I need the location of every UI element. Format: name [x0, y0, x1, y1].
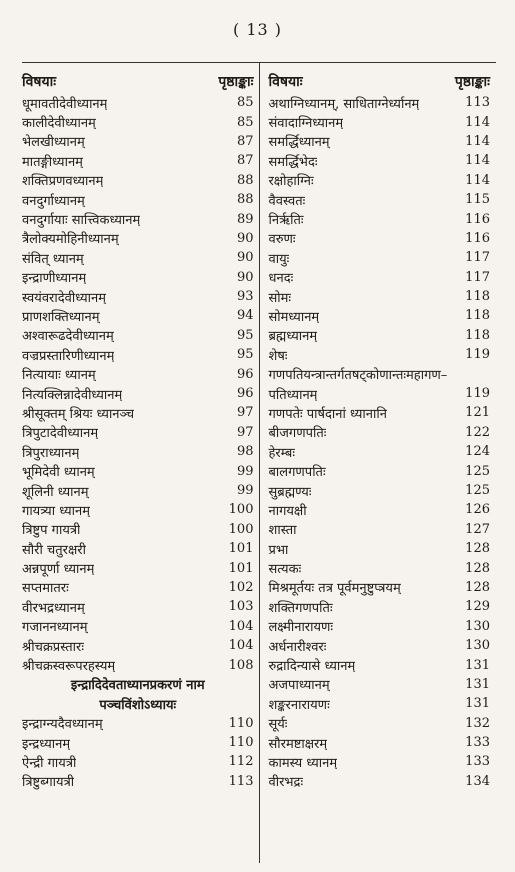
- toc-entry: [268, 93, 496, 112]
- entry-page: 85: [236, 95, 254, 111]
- toc-entry: [268, 112, 496, 131]
- entry-title: रुद्रादिन्यासे ध्यानम्: [268, 659, 356, 675]
- entry-page: 87: [236, 133, 254, 149]
- toc-entry: [22, 132, 259, 151]
- entry-page: 133: [465, 754, 490, 770]
- entry-page: 128: [465, 560, 490, 576]
- toc-entry: [268, 655, 496, 674]
- toc-entry: [268, 132, 496, 151]
- toc-entry: [22, 171, 259, 190]
- entry-title: सत्यकः: [268, 562, 302, 578]
- entry-title: श्रीचक्रप्रस्तारः: [22, 639, 84, 655]
- entry-title: सुब्रह्मण्यः: [268, 484, 312, 500]
- toc-entry: [22, 345, 259, 364]
- entry-title: श्रीसूक्तम् श्रियः ध्यानञ्च: [22, 406, 135, 422]
- toc-entry: [22, 403, 259, 422]
- entry-page: 96: [236, 386, 254, 402]
- toc-entry: [268, 423, 496, 442]
- entry-page: 114: [465, 133, 490, 149]
- toc-entry: [22, 655, 259, 674]
- toc-entry: [22, 714, 259, 733]
- entry-title: वनदुर्गायाः सात्त्विकध्यानम्: [22, 213, 141, 229]
- entry-page: 101: [228, 560, 254, 576]
- toc-entry: [22, 287, 259, 306]
- entry-page: 108: [228, 657, 254, 673]
- toc-entry: [22, 733, 259, 752]
- entry-page: 118: [465, 308, 490, 324]
- toc-entry: [268, 384, 496, 403]
- column-header: [268, 63, 496, 91]
- entry-page: 119: [465, 347, 490, 363]
- page-header: पृष्ठाङ्काः: [454, 74, 490, 90]
- entry-page: 131: [465, 657, 490, 673]
- entry-title: पञ्चविंशोऽध्यायः: [99, 697, 177, 713]
- entry-page: 121: [465, 405, 490, 421]
- toc-entry: [268, 481, 496, 500]
- toc-entry: [268, 268, 496, 287]
- toc-entry: [22, 93, 259, 112]
- entry-page: 128: [465, 541, 490, 557]
- entry-title: वैवस्वतः: [268, 193, 306, 209]
- entry-title: गायत्र्या ध्यानम्: [22, 503, 90, 519]
- toc-entry: [22, 112, 259, 131]
- entry-page: 119: [465, 386, 490, 402]
- entry-page: 118: [465, 327, 490, 343]
- entry-title: इन्द्राग्न्यदैवध्यानम्: [22, 717, 103, 733]
- subject-header: विषयाः: [268, 74, 303, 90]
- entry-page: 134: [465, 773, 490, 789]
- entry-page: 104: [228, 618, 254, 634]
- toc-entry: [268, 171, 496, 190]
- toc-entry: [268, 461, 496, 480]
- toc-entry: [22, 772, 259, 791]
- entry-title: संवित् ध्यानम्: [22, 251, 84, 267]
- toc-entry: [268, 714, 496, 733]
- entry-title: गणपतेः पार्षदानां ध्यानानि: [268, 406, 387, 422]
- toc-entry: [22, 500, 259, 519]
- toc-entry: [268, 403, 496, 422]
- toc-entry: [268, 326, 496, 345]
- entry-page: 110: [228, 735, 254, 751]
- toc-entry: [22, 461, 259, 480]
- entry-page: 126: [465, 502, 490, 518]
- entry-page: 100: [228, 502, 254, 518]
- entry-page: 110: [228, 715, 254, 731]
- entry-title: स्वयंवरादेवीध्यानम्: [22, 290, 107, 306]
- entry-page: 114: [465, 172, 490, 188]
- toc-entry: [268, 364, 496, 383]
- entry-title: प्रभा: [268, 542, 289, 558]
- toc-entry: [22, 520, 259, 539]
- entry-page: 116: [465, 211, 490, 227]
- entry-title: समर्द्धिध्यानम्: [268, 135, 330, 151]
- entry-page: 128: [465, 579, 490, 595]
- entry-title: अश्वारूढदेवीध्यानम्: [22, 329, 114, 345]
- entry-page: 125: [465, 463, 490, 479]
- entry-page: 102: [228, 579, 254, 595]
- entry-title: निर्ऋतिः: [268, 213, 304, 229]
- entry-title: त्रिष्टुप गायत्री: [22, 523, 81, 539]
- toc-rows-right: [268, 93, 496, 791]
- toc-entry: [268, 209, 496, 228]
- entry-title: त्रिपुटादेवीध्यानम्: [22, 426, 99, 442]
- entry-page: 97: [236, 405, 254, 421]
- entry-title: इन्द्रादिदेवताध्यानप्रकरणं नाम: [70, 678, 205, 694]
- entry-page: 99: [236, 463, 254, 479]
- toc-entry: [22, 617, 259, 636]
- toc-entry: [22, 151, 259, 170]
- entry-title: त्रैलोक्यमोहिनीध्यानम्: [22, 232, 119, 248]
- subject-header: विषयाः: [22, 74, 57, 90]
- toc-entry: [22, 364, 259, 383]
- entry-page: 98: [236, 444, 254, 460]
- entry-page: 122: [465, 424, 490, 440]
- toc-entry: [268, 229, 496, 248]
- page-number: ( 13 ): [232, 20, 282, 39]
- toc-entry: [22, 558, 259, 577]
- entry-title: वरुणः: [268, 232, 296, 248]
- toc-entry: [22, 306, 259, 325]
- toc-entry: [268, 539, 496, 558]
- entry-page: 95: [236, 327, 254, 343]
- page-header: पृष्ठाङ्काः: [218, 74, 254, 90]
- toc-entry: [268, 190, 496, 209]
- entry-page: 132: [465, 715, 490, 731]
- entry-title: समर्द्धिभेदः: [268, 154, 318, 170]
- entry-page: 125: [465, 483, 490, 498]
- toc-column-right: [260, 63, 496, 863]
- toc-entry: [268, 694, 496, 713]
- entry-page: 90: [236, 269, 254, 285]
- entry-page: 114: [465, 114, 490, 130]
- entry-title: शास्ता: [268, 523, 297, 539]
- entry-title: धनदः: [268, 271, 294, 287]
- toc-entry: [22, 442, 259, 461]
- toc-entry: [268, 442, 496, 461]
- entry-page: 103: [228, 599, 254, 615]
- entry-page: 89: [236, 211, 254, 227]
- toc-entry: [22, 597, 259, 616]
- entry-page: 130: [465, 618, 490, 634]
- section-heading: [22, 694, 259, 713]
- entry-title: कालीदेवीध्यानम्: [22, 116, 96, 132]
- table-of-contents: [22, 62, 496, 863]
- entry-title: अजपाध्यानम्: [268, 678, 330, 694]
- entry-title: सोमध्यानम्: [268, 309, 320, 325]
- entry-title: सप्तमातरः: [22, 581, 69, 597]
- entry-title: त्रिपुराध्यानम्: [22, 445, 80, 461]
- toc-entry: [268, 287, 496, 306]
- entry-page: 117: [465, 250, 490, 266]
- entry-title: शूलिनी ध्यानम्: [22, 484, 89, 500]
- entry-title: वज्रप्रस्तारिणीध्यानम्: [22, 348, 115, 364]
- entry-page: 116: [465, 230, 490, 246]
- entry-title: भूमिदेवी ध्यानम्: [22, 465, 95, 481]
- toc-entry: [268, 306, 496, 325]
- entry-title: गजाननध्यानम्: [22, 620, 88, 636]
- entry-title: नित्यायाः ध्यानम्: [22, 368, 96, 384]
- entry-page: 113: [465, 95, 490, 111]
- entry-page: 117: [465, 269, 490, 285]
- toc-entry: [22, 190, 259, 209]
- entry-page: 94: [236, 308, 254, 324]
- entry-title: शक्तिगणपतिः: [268, 600, 333, 616]
- entry-page: 131: [465, 676, 490, 692]
- entry-title: अर्धनारीश्वरः: [268, 639, 327, 655]
- entry-title: गणपतियन्त्रान्तर्गतषट्कोणान्तःमहागण–: [268, 368, 448, 384]
- section-heading: [22, 675, 259, 694]
- toc-entry: [22, 326, 259, 345]
- toc-entry: [22, 752, 259, 771]
- entry-title: शक्तिप्रणवध्यानम्: [22, 174, 104, 190]
- toc-entry: [268, 752, 496, 771]
- entry-title: हेरम्बः: [268, 445, 295, 461]
- entry-page: 129: [465, 599, 490, 615]
- toc-entry: [22, 578, 259, 597]
- entry-title: ऐन्द्री गायत्री: [22, 755, 77, 771]
- entry-title: धूमावतीदेवीध्यानम्: [22, 96, 108, 112]
- toc-entry: [268, 617, 496, 636]
- toc-entry: [268, 733, 496, 752]
- entry-page: 90: [236, 250, 254, 266]
- toc-entry: [268, 636, 496, 655]
- toc-column-left: [22, 63, 260, 863]
- entry-title: सोमः: [268, 290, 292, 306]
- entry-title: शेषः: [268, 348, 288, 364]
- toc-entry: [22, 636, 259, 655]
- entry-title: नागयक्षी: [268, 503, 307, 519]
- toc-entry: [268, 151, 496, 170]
- entry-page: 130: [465, 638, 490, 654]
- entry-title: कामस्य ध्यानम्: [268, 755, 338, 771]
- toc-entry: [268, 520, 496, 539]
- entry-page: 99: [236, 483, 254, 498]
- entry-page: 93: [236, 289, 254, 305]
- entry-page: 90: [236, 230, 254, 246]
- entry-title: अन्नपूर्णा ध्यानम्: [22, 562, 95, 578]
- entry-title: वीरभद्रध्यानम्: [22, 600, 85, 616]
- entry-page: 131: [465, 696, 490, 712]
- toc-entry: [22, 248, 259, 267]
- toc-entry: [268, 597, 496, 616]
- entry-title: संवादाग्निध्यानम्: [268, 116, 344, 132]
- entry-title: नित्यक्लिन्नादेवीध्यानम्: [22, 387, 123, 403]
- toc-entry: [22, 539, 259, 558]
- column-header: [22, 63, 259, 91]
- entry-title: सूर्यः: [268, 717, 288, 733]
- entry-page: 85: [236, 114, 254, 130]
- toc-rows-left: [22, 93, 259, 791]
- entry-title: वीरभद्रः: [268, 775, 304, 791]
- entry-title: मिश्रमूर्तयः तत्र पूर्वमनुष्टुप्त्रयम्: [268, 581, 401, 597]
- toc-entry: [268, 772, 496, 791]
- toc-entry: [268, 558, 496, 577]
- entry-title: रक्षोहाग्निः: [268, 174, 314, 190]
- entry-title: भेलखीध्यानम्: [22, 135, 85, 151]
- entry-page: 112: [228, 754, 254, 770]
- entry-page: 101: [228, 541, 254, 557]
- entry-page: 104: [228, 638, 254, 654]
- entry-title: शङ्करनारायणः: [268, 697, 330, 713]
- entry-page: 127: [465, 521, 490, 537]
- toc-entry: [22, 384, 259, 403]
- toc-entry: [22, 209, 259, 228]
- entry-page: 114: [465, 153, 490, 169]
- entry-title: बालगणपतिः: [268, 465, 326, 481]
- toc-entry: [268, 500, 496, 519]
- entry-page: 96: [236, 366, 254, 382]
- entry-title: इन्द्राणीध्यानम्: [22, 271, 87, 287]
- entry-page: 88: [236, 192, 254, 208]
- entry-title: श्रीचक्रस्वरूपरहस्यम्: [22, 659, 116, 675]
- entry-page: 88: [236, 172, 254, 188]
- entry-page: 113: [228, 773, 254, 789]
- entry-title: सौरी चतुरक्षरी: [22, 542, 86, 558]
- entry-page: 115: [465, 192, 490, 208]
- toc-entry: [268, 675, 496, 694]
- entry-title: मातङ्गीध्यानम्: [22, 154, 83, 170]
- entry-page: 87: [236, 153, 254, 169]
- toc-entry: [22, 229, 259, 248]
- entry-page: 95: [236, 347, 254, 363]
- toc-entry: [268, 345, 496, 364]
- entry-page: 118: [465, 289, 490, 305]
- entry-title: लक्ष्मीनारायणः: [268, 620, 334, 636]
- entry-title: वनदुर्गाध्यानम्: [22, 193, 85, 209]
- entry-page: 100: [228, 521, 254, 537]
- toc-entry: [22, 481, 259, 500]
- entry-title: प्राणशक्तिध्यानम्: [22, 309, 100, 325]
- toc-entry: [22, 268, 259, 287]
- entry-page: 97: [236, 424, 254, 440]
- entry-title: इन्द्रध्यानम्: [22, 736, 71, 752]
- entry-title: ब्रह्मध्यानम्: [268, 329, 318, 345]
- entry-title: सौरमष्टाक्षरम्: [268, 736, 328, 752]
- entry-title: पतिध्यानम्: [268, 387, 318, 403]
- toc-entry: [268, 578, 496, 597]
- entry-title: त्रिष्टुब्गायत्री: [22, 775, 75, 791]
- entry-page: 124: [465, 444, 490, 460]
- entry-title: वायुः: [268, 251, 290, 267]
- entry-page: 133: [465, 735, 490, 751]
- toc-entry: [22, 423, 259, 442]
- entry-title: अथाग्निध्यानम्, साधिताग्नेर्ध्यानम्: [268, 96, 420, 112]
- entry-title: बीजगणपतिः: [268, 426, 327, 442]
- toc-entry: [268, 248, 496, 267]
